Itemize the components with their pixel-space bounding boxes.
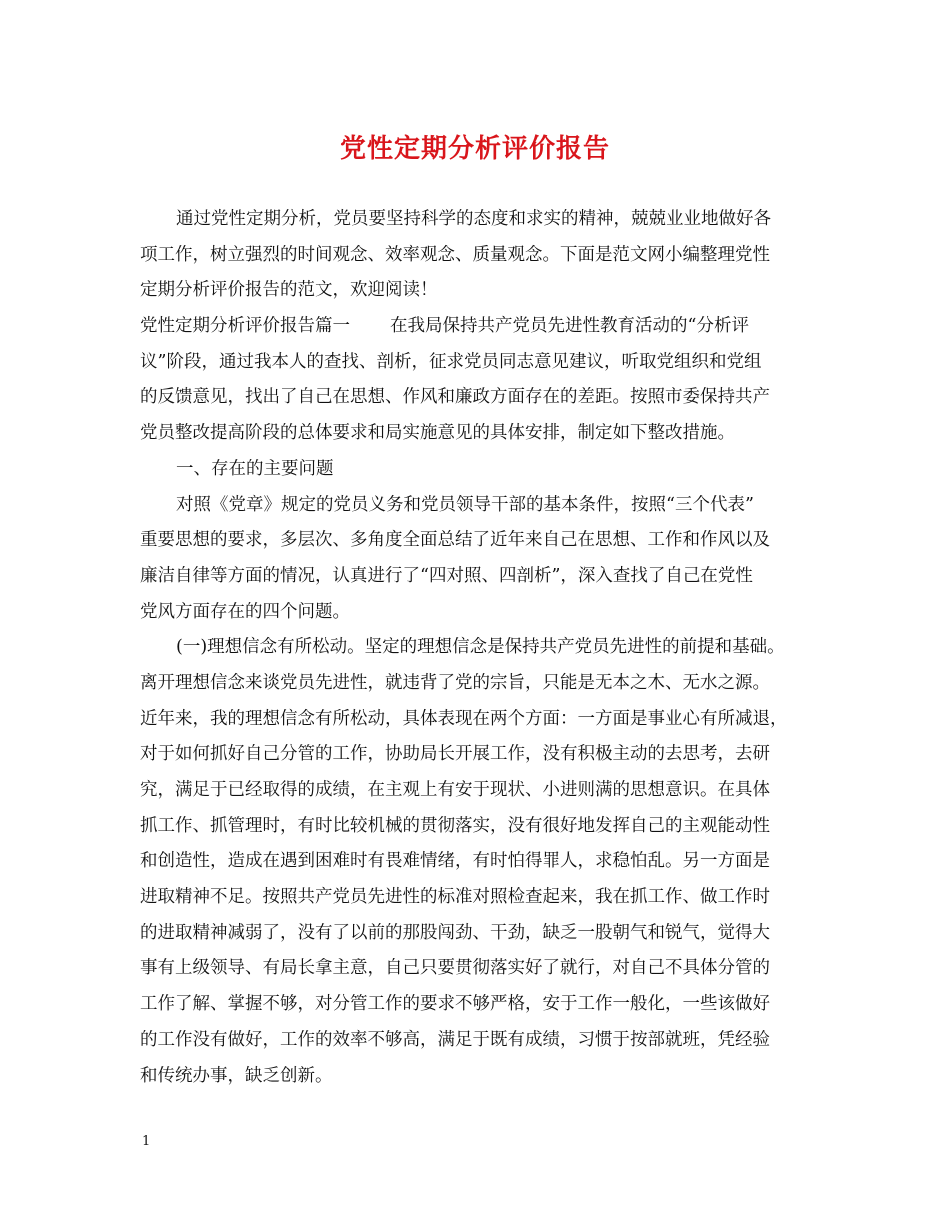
text-line: 廉洁自律等方面的情况，认真进行了“四对照、四剖析”，深入查找了自己在党性 xyxy=(140,565,753,586)
text-line: 抓工作、抓管理时，有时比较机械的贯彻落实，没有很好地发挥自己的主观能动性 xyxy=(140,815,770,836)
subheading-line: 一、存在的主要问题 xyxy=(176,458,334,479)
text-line: 对照《党章》规定的党员义务和党员领导干部的基本条件，按照“三个代表” xyxy=(176,494,754,515)
text-line-section-heading xyxy=(140,309,830,345)
text-line: 工作了解、掌握不够，对分管工作的要求不够严格，安于工作一般化，一些该做好 xyxy=(140,994,770,1015)
section-heading: 党性定期分析评价报告篇一 xyxy=(140,316,350,337)
document-body xyxy=(140,202,830,1094)
text-line: 项工作，树立强烈的时间观念、效率观念、质量观念。下面是范文网小编整理党性 xyxy=(140,244,770,265)
text-line: 议”阶段，通过我本人的查找、剖析，征求党员同志意见建议，听取党组织和党组 xyxy=(140,351,762,372)
text-line: 近年来，我的理想信念有所松动，具体表现在两个方面：一方面是事业心有所减退， xyxy=(140,708,788,729)
text-line: 离开理想信念来谈党员先进性，就违背了党的宗旨，只能是无本之木、无水之源。 xyxy=(140,672,770,693)
page-number: 1 xyxy=(142,1134,151,1149)
text-line: 党员整改提高阶段的总体要求和局实施意见的具体安排，制定如下整改措施。 xyxy=(140,423,735,444)
text-line: 通过党性定期分析，党员要坚持科学的态度和求实的精神，兢兢业业地做好各 xyxy=(176,209,771,229)
text-line: 的进取精神减弱了，没有了以前的那股闯劲、干劲，缺乏一股朝气和锐气，觉得大 xyxy=(140,922,770,943)
text-line: 进取精神不足。按照共产党员先进性的标准对照检查起来，我在抓工作、做工作时 xyxy=(140,887,770,908)
text-fragment: 在我局保持共产党员先进性教育活动的“分析评 xyxy=(390,316,749,337)
text-line: 和创造性，造成在遇到困难时有畏难情绪，有时怕得罪人，求稳怕乱。另一方面是 xyxy=(140,851,770,872)
text-line: 的工作没有做好，工作的效率不够高，满足于既有成绩，习惯于按部就班，凭经验 xyxy=(140,1029,770,1050)
text-line: 和传统办事，缺乏创新。 xyxy=(140,1065,333,1086)
text-line: 重要思想的要求，多层次、多角度全面总结了近年来自己在思想、工作和作风以及 xyxy=(140,530,770,551)
text-line: 对于如何抓好自己分管的工作，协助局长开展工作，没有积极主动的去思考，去研 xyxy=(140,744,770,765)
text-line: 定期分析评价报告的范文，欢迎阅读！ xyxy=(140,280,438,301)
text-line: 的反馈意见，找出了自己在思想、作风和廉政方面存在的差距。按照市委保持共产 xyxy=(140,387,770,408)
text-line: 事有上级领导、有局长拿主意，自己只要贯彻落实好了就行，对自己不具体分管的 xyxy=(140,958,770,979)
document-title: 党性定期分析评价报告 xyxy=(339,134,610,164)
text-line: (一)理想信念有所松动。坚定的理想信念是保持共产党员先进性的前提和基础。 xyxy=(176,637,785,658)
text-line: 党风方面存在的四个问题。 xyxy=(140,601,350,622)
text-line: 究，满足于已经取得的成绩，在主观上有安于现状、小进则满的思想意识。在具体 xyxy=(140,780,770,800)
